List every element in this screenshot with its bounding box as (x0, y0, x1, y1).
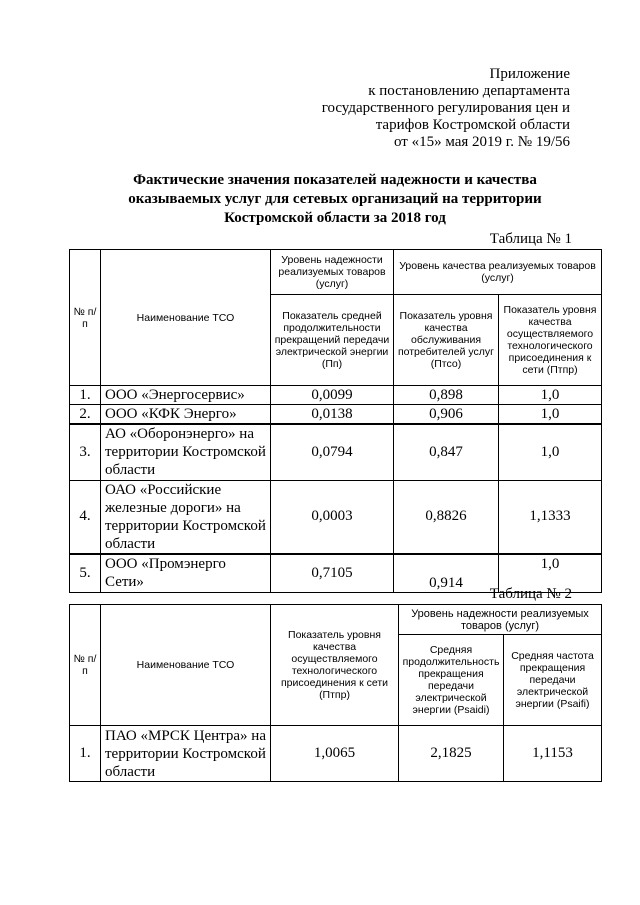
appendix-line: Приложение (489, 66, 570, 82)
row-name: ООО «Энергосервис» (101, 386, 271, 405)
table1-header-num: № п/п (70, 250, 101, 386)
row-pn: 0,0099 (271, 386, 394, 405)
appendix-line: к постановлению департамента (368, 83, 570, 99)
table-row (70, 386, 602, 405)
appendix-block (322, 66, 570, 151)
row-num: 1. (70, 726, 101, 782)
table1-header-ptpr: Показатель уровня качества осуществляемого технологического присоединения к сети (Птпр) (499, 295, 602, 386)
appendix-line: от «15» мая 2019 г. № 19/56 (394, 134, 570, 150)
document-title (70, 171, 600, 228)
table-row (70, 424, 602, 480)
row-ptpr: 1,1333 (499, 480, 602, 554)
row-ptpr: 1,0 (499, 405, 602, 425)
row-saifi: 1,1153 (504, 726, 602, 782)
table2-header-num: № п/п (70, 605, 101, 726)
row-name: ПАО «МРСК Центра» на территории Костромской области (101, 726, 271, 782)
appendix-line: тарифов Костромской области (375, 117, 570, 133)
title-line: Костромской области за 2018 год (224, 210, 446, 226)
row-num: 1. (70, 386, 101, 405)
row-name: АО «Оборонэнерго» на территории Костромской области (101, 424, 271, 480)
row-ptpr: 1,0 (499, 554, 602, 592)
table2-header-saifi: Средняя частота прекращения передачи электрической энергии (Psaifi) (504, 635, 602, 726)
row-num: 5. (70, 554, 101, 592)
row-pn: 0,0138 (271, 405, 394, 425)
row-ptpr: 1,0 (499, 424, 602, 480)
title-line: оказываемых услуг для сетевых организаций на территории (128, 191, 542, 207)
row-ptpr: 1,0065 (271, 726, 399, 782)
table1-header-name: Наименование ТСО (101, 250, 271, 386)
row-saidi: 2,1825 (399, 726, 504, 782)
table2-caption: Таблица № 2 (489, 586, 572, 602)
row-name: ООО «КФК Энерго» (101, 405, 271, 425)
table1-caption: Таблица № 1 (489, 231, 572, 247)
table1-header-quality: Уровень качества реализуемых товаров (услуг) (394, 250, 602, 295)
row-name: ООО «Промэнерго Сети» (101, 554, 271, 592)
table-row (70, 726, 602, 782)
table1-header-pn: Показатель средней продолжительности прекращений передачи электрической энергии (Пп) (271, 295, 394, 386)
appendix-line: государственного регулирования цен и (321, 100, 570, 116)
table2-header-name: Наименование ТСО (101, 605, 271, 726)
row-num: 4. (70, 480, 101, 554)
table2 (69, 604, 602, 782)
table-row (70, 405, 602, 425)
row-ptpr: 1,0 (499, 386, 602, 405)
table2-header-saidi: Средняя продолжительность прекращения передачи электрической энергии (Psaidi) (399, 635, 504, 726)
row-ptso: 0,906 (394, 405, 499, 425)
table2-header-reliability: Уровень надежности реализуемых товаров (услуг) (399, 605, 602, 635)
title-line: Фактические значения показателей надежности и качества (133, 172, 537, 188)
row-ptso: 0,847 (394, 424, 499, 480)
row-name: ОАО «Российские железные дороги» на территории Костромской области (101, 480, 271, 554)
row-num: 3. (70, 424, 101, 480)
table-row (70, 480, 602, 554)
row-ptso: 0,898 (394, 386, 499, 405)
row-num: 2. (70, 405, 101, 425)
table1 (69, 249, 602, 593)
table1-header-ptso: Показатель уровня качества обслуживания потребителей услуг (Птсо) (394, 295, 499, 386)
row-pn: 0,0003 (271, 480, 394, 554)
table1-header-reliability: Уровень надежности реализуемых товаров (услуг) (271, 250, 394, 295)
row-ptso: 0,8826 (394, 480, 499, 554)
row-ptso: 0,914 (394, 554, 499, 592)
table2-header-ptpr: Показатель уровня качества осуществляемого технологического присоединения к сети (Птпр) (271, 605, 399, 726)
row-pn: 0,7105 (271, 554, 394, 592)
row-pn: 0,0794 (271, 424, 394, 480)
